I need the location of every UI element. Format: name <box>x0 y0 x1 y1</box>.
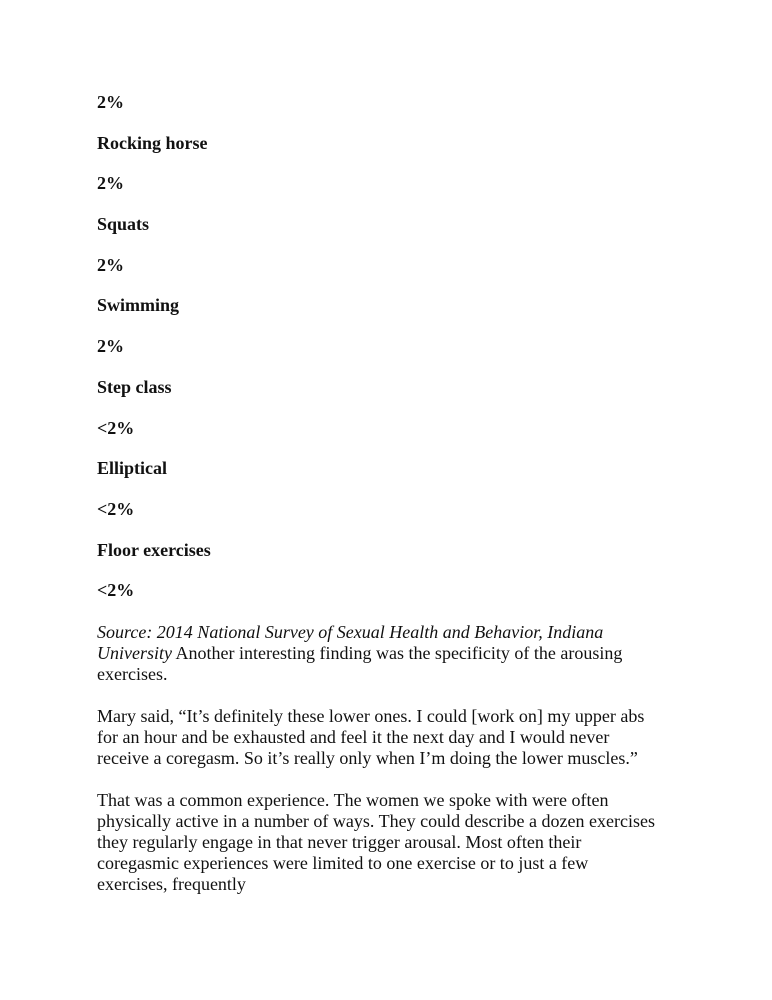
source-continuation: Another interesting finding was the specificity of the arousing exercises. <box>97 643 623 684</box>
list-item-value: 2% <box>97 336 124 356</box>
source-citation: Source: 2014 National Survey of Sexual Health and Behavior, Indiana University <box>97 622 604 663</box>
list-item-value: 2% <box>97 173 124 193</box>
list-item-label: Elliptical <box>97 458 168 478</box>
list-item-label: Floor exercises <box>97 540 211 560</box>
list-item-label: Step class <box>97 377 172 397</box>
list-item-label: Squats <box>97 214 150 234</box>
list-item-value: <2% <box>97 499 135 519</box>
list-item-value: <2% <box>97 580 135 600</box>
list-item-value: 2% <box>97 255 124 275</box>
list-item-value: <2% <box>97 418 135 438</box>
list-item-label: Swimming <box>97 295 180 315</box>
body-paragraph: That was a common experience. The women we spoke with were often physically active in a number of ways. They could describe a dozen exercises they regularly engage in that never trigger arousal. Most often their coregasmic experiences were limited to one exercise or to just a few exercises, frequently <box>97 790 655 894</box>
list-item-value: 2% <box>97 92 124 112</box>
body-paragraph: Mary said, “It’s definitely these lower ones. I could [work on] my upper abs for an hour and be exhausted and feel it the next day and I would never receive a coregasm. So it’s really only when I’m doing the lower muscles.” <box>97 706 645 768</box>
source-paragraph <box>97 622 657 685</box>
list-item-label: Rocking horse <box>97 133 208 153</box>
